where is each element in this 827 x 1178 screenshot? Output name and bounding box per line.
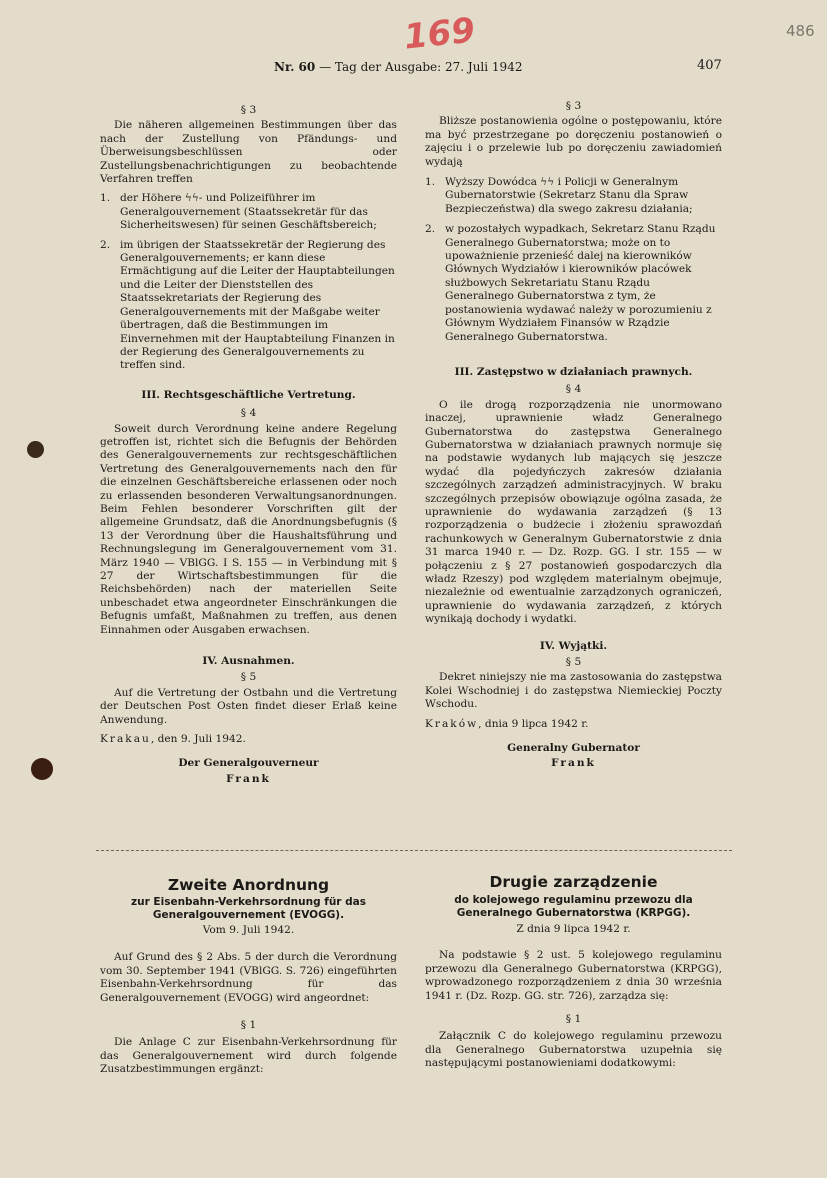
date: , den 9. Juli 1942. xyxy=(150,733,246,746)
date: , dnia 9 lipca 1942 r. xyxy=(478,717,589,730)
list-number: 2. xyxy=(425,223,436,236)
section-5-heading: § 5 xyxy=(565,656,582,669)
section-5-text: Dekret niniejszy nie ma zastosowania do zastępstwa Kolei Wschodniej i do zastępstwa Niemieckiej Poczty Wschodu. xyxy=(425,671,722,711)
section-5-text: Auf die Vertretung der Ostbahn und die Vertretung der Deutschen Post Osten findet dieser Erlaß keine Anwendung. xyxy=(100,686,397,726)
list-text: w pozostałych wypadkach, Sekretarz Stanu Rządu Generalnego Gubernatorstwa; może on to upoważnienie przenieść dalej na kierowników Głównych Wydziałów i kierowników placówek służbowych Sekretariatu Stanu Rządu Generalnego Gubernatorstwa z tym, że postanowienia wydawać należy w porozumieniu z Głównym Wydziałem Finansów w Rządzie Generalnego Gubernatorstwa. xyxy=(445,223,716,343)
page-number: 407 xyxy=(697,58,722,73)
handwritten-corner-number: 486 xyxy=(786,22,815,40)
ordinance-intro: Na podstawie § 2 ust. 5 kolejowego regulaminu przewozu dla Generalnego Gubernatorstwa (KRPGG), wprowadzonego rozporządzeniem z dnia 30 września 1941 r. (Dz. Rozp. GG. str. 726), zarządza się: xyxy=(425,949,722,1002)
ordinance-date: Vom 9. Juli 1942. xyxy=(202,924,295,936)
ordinance-date: Z dnia 9 lipca 1942 r. xyxy=(516,923,631,935)
section-3-heading: § 3 xyxy=(240,104,257,116)
list-item xyxy=(100,192,397,232)
section-4-heading: § 4 xyxy=(240,407,257,420)
part-4-heading: IV. Ausnahmen. xyxy=(202,655,295,668)
list-text: der Höhere ϟϟ- und Polizeiführer im Generalgouvernement (Staatssekretär für das Sicherheitswesen) für seinen Geschäftsbereich; xyxy=(120,192,377,232)
section-divider xyxy=(96,850,732,851)
place: Kraków xyxy=(425,717,479,730)
handwritten-red-number: 169 xyxy=(402,10,477,58)
list-text: Wyższy Dowódca ϟϟ i Policji w Generalnym Gubernatorstwie (Sekretarz Stanu dla Spraw Bezpieczeństwa) dla swego zakresu działania; xyxy=(445,176,693,215)
left-column-german xyxy=(100,104,397,786)
ordinance-title: Drugie zarządzenie xyxy=(489,873,658,891)
right-column-polish xyxy=(425,100,722,771)
ordinance-intro: Auf Grund des § 2 Abs. 5 der durch die Verordnung vom 30. September 1941 (VBlGG. S. 726) eingeführten Eisenbahn-Verkehrsordnung für das Generalgouvernement (EVOGG) wird angeordnet: xyxy=(100,951,397,1004)
section-4-text: O ile drogą rozporządzenia nie unormowano inaczej, uprawnienie władz Generalnego Gubernatorstwa do zastępstwa Generalnego Gubernatorstwa w działaniach prawnych normuje się na podstawie wydanych lub mających się jeszcze wydać dla pojedyńczych zakresów działania szczególnych zarządzeń administracyjnych. W braku szczególnych przepisów obowiązuje ogólna zasada, że uprawnienie do wydawania zarządzeń (§ 13 rozporządzenia o budżecie i złożeniu sprawozdań rachunkowych w Generalnym Gubernatorstwie z dnia 31 marca 1940 r. — Dz. Rozp. GG. I str. 155 — w połączeniu z § 27 postanowień gospodarczych dla władz Rzeszy) pod względem materialnym obejmuje, niezależnie od ewentualnie zarządzonych ograniczeń, uprawnienie do wydawania zarządzeń, z których wynikają dochody i wydatki. xyxy=(425,398,722,626)
list-number: 1. xyxy=(100,192,111,205)
list-number: 2. xyxy=(100,238,111,251)
ordinance-subtitle: zur Eisenbahn-Verkehrsordnung für das Generalgouvernement (EVOGG). xyxy=(131,896,366,921)
header-separator: — xyxy=(319,60,332,74)
list-item xyxy=(425,176,722,216)
section-4-text: Soweit durch Verordnung keine andere Regelung getroffen ist, richtet sich die Befugnis der Behörden des Generalgouvernements zur rechtsgeschäftlichen Vertretung des Generalgouvernements nach den für die einzelnen Geschäftsbereiche erlassenen oder noch zu erlassenden besonderen Verwaltungsanordnungen. Beim Fehlen besonderer Vorschriften gilt der allgemeine Grundsatz, daß die Anordnungsbefugnis (§ 13 der Verordnung über die Haushaltsführung und Rechnungslegung im Generalgouvernement vom 31. März 1940 — VBlGG. I S. 155 — in Verbindung mit § 27 der Wirtschaftsbestimmungen für die Reichsbehörden) nach der materiellen Seite unbeschadet etwa angeordneter Einschränkungen die Befugnis umfaßt, Maßnahmen zu treffen, aus denen Einnahmen oder Ausgaben erwachsen. xyxy=(100,422,397,636)
place-date-line xyxy=(100,733,397,746)
bottom-left-ordinance xyxy=(100,876,397,1077)
bottom-right-ordinance xyxy=(425,873,722,1071)
list-number: 1. xyxy=(425,176,436,189)
part-3-heading: III. Rechtsgeschäftliche Vertretung. xyxy=(141,388,356,401)
place: Krakau xyxy=(100,733,151,746)
signer-name: Frank xyxy=(551,757,596,770)
section-1-text: Załącznik C do kolejowego regulaminu przewozu dla Generalnego Gubernatorstwa uzupełnia się następującymi postanowieniami dodatkowymi: xyxy=(425,1030,722,1070)
ordinance-title: Zweite Anordnung xyxy=(167,876,330,894)
signer-title: Der Generalgouverneur xyxy=(178,757,319,770)
issue-number: Nr. 60 xyxy=(274,60,316,74)
section-3-intro: Bliższe postanowienia ogólne o postępowaniu, które ma być przestrzegane po doręczeniu postanowień o zajęciu i o przelewie lub po doręczeniu zawiadomień wydają xyxy=(425,115,722,168)
section-5-heading: § 5 xyxy=(240,671,257,684)
place-date-line xyxy=(425,718,722,731)
section-1-heading: § 1 xyxy=(565,1013,582,1026)
part-3-heading: III. Zastępstwo w działaniach prawnych. xyxy=(454,365,693,378)
section-4-heading: § 4 xyxy=(565,383,582,396)
signer-title: Generalny Gubernator xyxy=(507,742,640,755)
section-1-text: Die Anlage C zur Eisenbahn-Verkehrsordnung für das Generalgouvernement wird durch folgende Zusatzbestimmungen ergänzt: xyxy=(100,1036,397,1076)
ink-stain-upper xyxy=(27,441,44,458)
signer-name: Frank xyxy=(226,772,271,785)
ordinance-subtitle: do kolejowego regulaminu przewozu dla Generalnego Gubernatorstwa (KRPGG). xyxy=(454,894,693,919)
page-header xyxy=(274,60,522,74)
list-item xyxy=(425,223,722,344)
section-1-heading: § 1 xyxy=(240,1019,257,1032)
section-3-intro: Die näheren allgemeinen Bestimmungen über das nach der Zustellung von Pfändungs- und Überweisungsbeschlüssen oder Zustellungsbenachrichtigungen zu beobachtende Verfahren treffen xyxy=(100,119,397,186)
section-3-heading: § 3 xyxy=(565,100,582,112)
list-item xyxy=(100,239,397,373)
list-text: im übrigen der Staatssekretär der Regierung des Generalgouvernements; er kann diese Ermächtigung auf die Leiter der Hauptabteilungen und die Leiter der Dienststellen des Staatssekretariats der Regierung des Generalgouvernements mit der Maßgabe weiter übertragen, daß die Bestimmungen im Einvernehmen mit der Hauptabteilung Finanzen in der Regierung des Generalgouvernements zu treffen sind. xyxy=(120,238,395,372)
issue-date: Tag der Ausgabe: 27. Juli 1942 xyxy=(334,60,523,74)
part-4-heading: IV. Wyjątki. xyxy=(539,639,608,652)
punch-hole-lower xyxy=(31,758,53,780)
